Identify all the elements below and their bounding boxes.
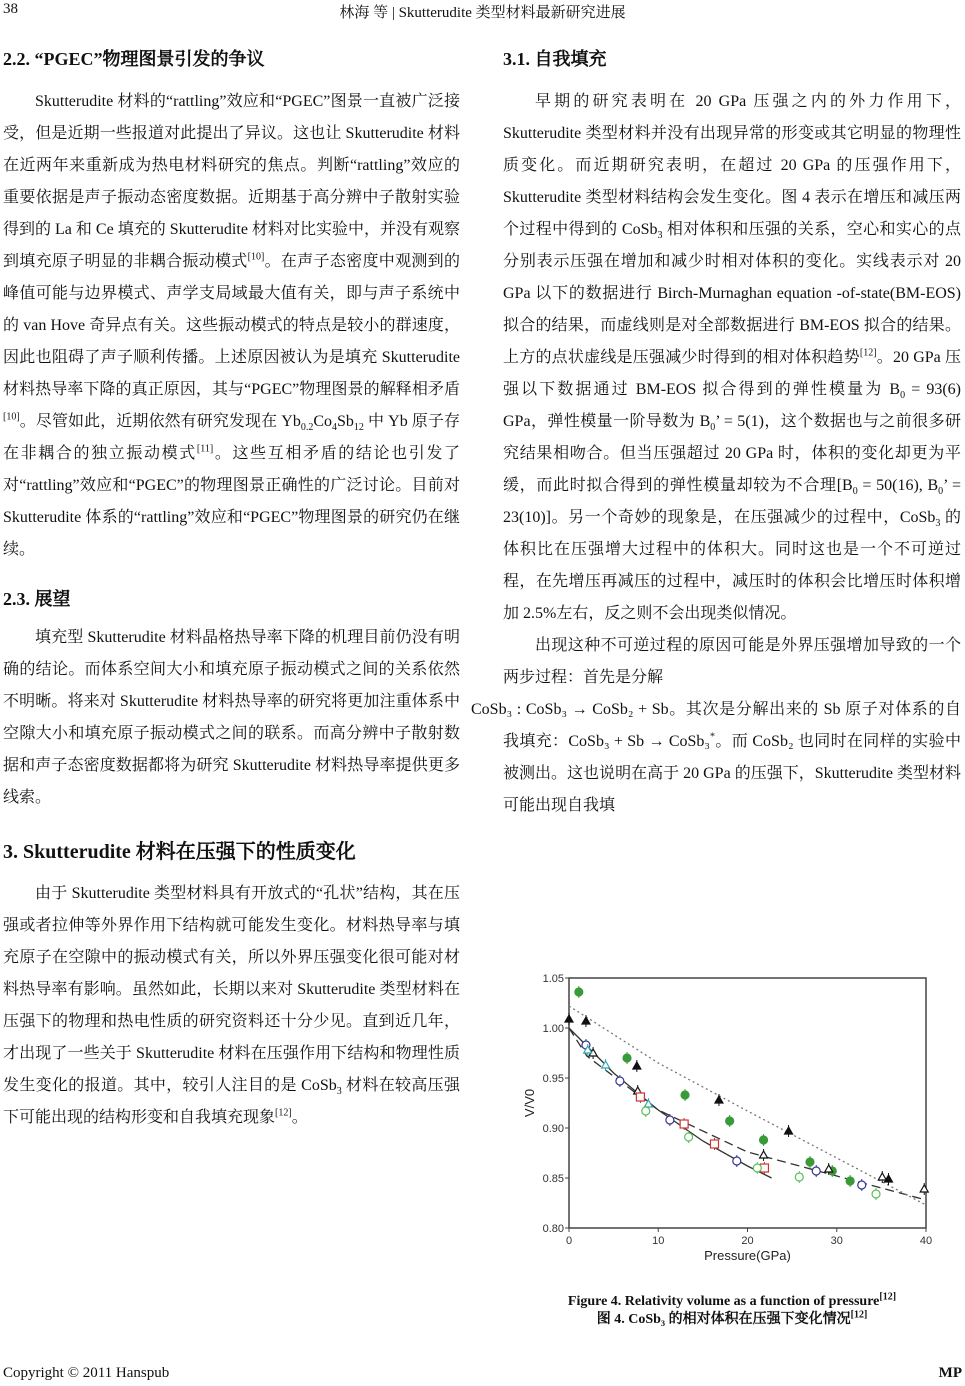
figure-caption-zh: 图 4. CoSb₃ 的相对体积在压强下变化情况[12] <box>596 1309 868 1327</box>
svg-text:1.00: 1.00 <box>542 1023 564 1035</box>
section-2-2-paragraph: Skutterudite 材料的“rattling”效应和“PGEC”图景一直被广泛接受，但是近期一些报道对此提出了异议。这也让 Skutterudite 材料在近两年来重新成为热电材料研究的焦点。判断“rattling”效应的重要依据是声子振动态密度数据。近期基于高分辨中子散射实验得到的 La 和 Ce 填充的 Skutterudite 材料对比实验中，并没有观察到填充原子明显的非耦合振动模式[10]。在声子态密度中观测到的峰值可能与边界模式、声学支局域最大值有关，即与声子系统中的 van Hove 奇异点有关。这些振动模式的特点是较小的群速度，因此也阻碍了声子顺利传播。上述原因被认为是填充 Skutterudite 材料热导率下降的真正原因，其与“PGEC”物理图景的解释相矛盾[10]。尽管如此，近期依然有研究发现在 $Yb_{0.2}Co_4Sb_{12}$ 中 Yb 原子存在非耦合的独立振动模式[11]。这些互相矛盾的结论也引发了对“rattling”效应和“PGEC”的物理图景正确性的广泛讨论。目前对 Skutterudite 体系的“rattling”效应和“PGEC”物理图景的研究仍在继续。 <box>3 93 460 558</box>
section-3-1-paragraph-1: 早期的研究表明在 20 GPa 压强之内的外力作用下，Skutterudite 类型材料并没有出现异常的形变或其它明显的物理性质变化。而近期研究表明，在超过 20 GPa 的压强作用下，Skutterudite 类型材料结构会发生变化。图 4 表示在增压和减压两个过程中得到的 CoSb$_3$ 相对体积和压强的关系，空心和实心的点分别表示压强在增加和减少时相对体积的变化。实线表示对 20 GPa 以下的数据进行 Birch-Murnaghan equation -of-state(BM-EOS)拟合的结果，而虚线则是对全部数据进行 BM-EOS 拟合的结果。上方的点状虚线是压强减少时得到的相对体积趋势[12]。20 GPa 压强以下数据通过 BM-EOS 拟合得到的弹性模量为 $B_0 = 93(6)$ GPa，弹性模量一阶导数为 $B_0$’ = 5(1)，这个数据也与之前很多研究结果相吻合。但当压强超过 20 GPa 时，体积的变化却更为平缓，而此时拟合得到的弹性模量却较为不合理[$B_0 = 50(16)$, $B_0$’ = 23(10)]。另一个奇妙的现象是，在压强减少的过程中，CoSb$_3$ 的体积比在压强增大过程中的体积大。同时这也是一个不可逆过程，在先增压再减压的过程中，减压时的体积会比增压时体积增加 2.5%左右，反之则不会出现类似情况。 <box>503 93 961 622</box>
svg-text:0.85: 0.85 <box>542 1173 564 1185</box>
svg-text:10: 10 <box>652 1235 665 1247</box>
volume-pressure-plot <box>520 965 950 1275</box>
section-3-1-paragraph-2: 出现这种不可逆过程的原因可能是外界压强增加导致的一个两步过程：首先是分解 CoSb₃ : CoSb₃ → CoSb₂ + Sb。其次是分解出来的 Sb 原子对体系的自我填充：CoSb₃ + Sb → CoSb₃*。而 CoSb₂ 也同时在同样的实验中被测出。这也说明在高于 20 GPa 的压强下，Skutterudite 类型材料可能出现自我填 <box>471 637 961 814</box>
right-column <box>471 44 961 822</box>
citation-10[interactable]: [10] <box>247 251 265 263</box>
footer-copyright: Copyright © 2011 Hanspub <box>3 1365 170 1381</box>
citation-10[interactable]: [10] <box>3 411 20 423</box>
svg-text:Pressure(GPa): Pressure(GPa) <box>704 1248 791 1263</box>
svg-text:40: 40 <box>919 1235 933 1247</box>
svg-text:0.95: 0.95 <box>542 1073 564 1085</box>
svg-text:1.05: 1.05 <box>542 973 564 985</box>
section-3-paragraph: 由于 Skutterudite 类型材料具有开放式的“孔状”结构，其在压强或者拉伸等外界作用下结构就可能发生变化。材料热导率与填充原子在空隙中的振动模式有关，所以外界压强变化很可能对材料热导率有影响。虽然如此，长期以来对 Skutterudite 类型材料在压强下的物理和热电性质的研究资料还十分少见。直到近几年，才出现了一些关于 Skutterudite 材料在压强作用下结构和物理性质发生变化的报道。其中，较引人注目的是 CoSb$_3$ 材料在较高压强下可能出现的结构形变和自我填充现象[12]。 <box>3 885 460 1126</box>
section-3-1-title: 3.1. 自我填充 <box>503 49 607 69</box>
running-title: 林海 等 | Skutterudite 类型材料最新研究进展 <box>339 5 626 21</box>
section-2-2-title: 2.2. “PGEC”物理图景引发的争议 <box>3 49 265 69</box>
section-3-title: 3. Skutterudite 材料在压强下的性质变化 <box>3 841 356 863</box>
svg-text:0.80: 0.80 <box>542 1223 564 1235</box>
page-header <box>0 0 965 24</box>
svg-text:0.90: 0.90 <box>542 1123 564 1135</box>
citation-12[interactable]: [12] <box>275 1107 292 1119</box>
section-2-3-title: 2.3. 展望 <box>3 589 71 609</box>
citation-12[interactable]: [12] <box>859 347 877 359</box>
citation-11[interactable]: [11] <box>196 443 214 455</box>
figure-4-chart <box>520 965 950 1275</box>
page-number: 38 <box>3 1 18 17</box>
svg-text:V/V0: V/V0 <box>522 1088 537 1118</box>
svg-text:20: 20 <box>741 1235 754 1247</box>
svg-text:30: 30 <box>830 1235 843 1247</box>
svg-text:0: 0 <box>565 1235 573 1247</box>
section-2-3-paragraph: 填充型 Skutterudite 材料晶格热导率下降的机理目前仍没有明确的结论。而体系空间大小和填充原子振动模式之间的关系依然不明晰。将来对 Skutterudite 材料热导率的研究将更加注重体系中空隙大小和填充原子振动模式之间的联系。而高分辨中子散射数据和声子态密度数据都将为研究 Skutterudite 材料热导率提供更多线索。 <box>3 629 460 806</box>
figure-caption-en: Figure 4. Relativity volume as a function of pressure[12] <box>567 1291 897 1309</box>
left-column <box>3 44 460 1134</box>
footer-journal: MP <box>938 1365 962 1381</box>
